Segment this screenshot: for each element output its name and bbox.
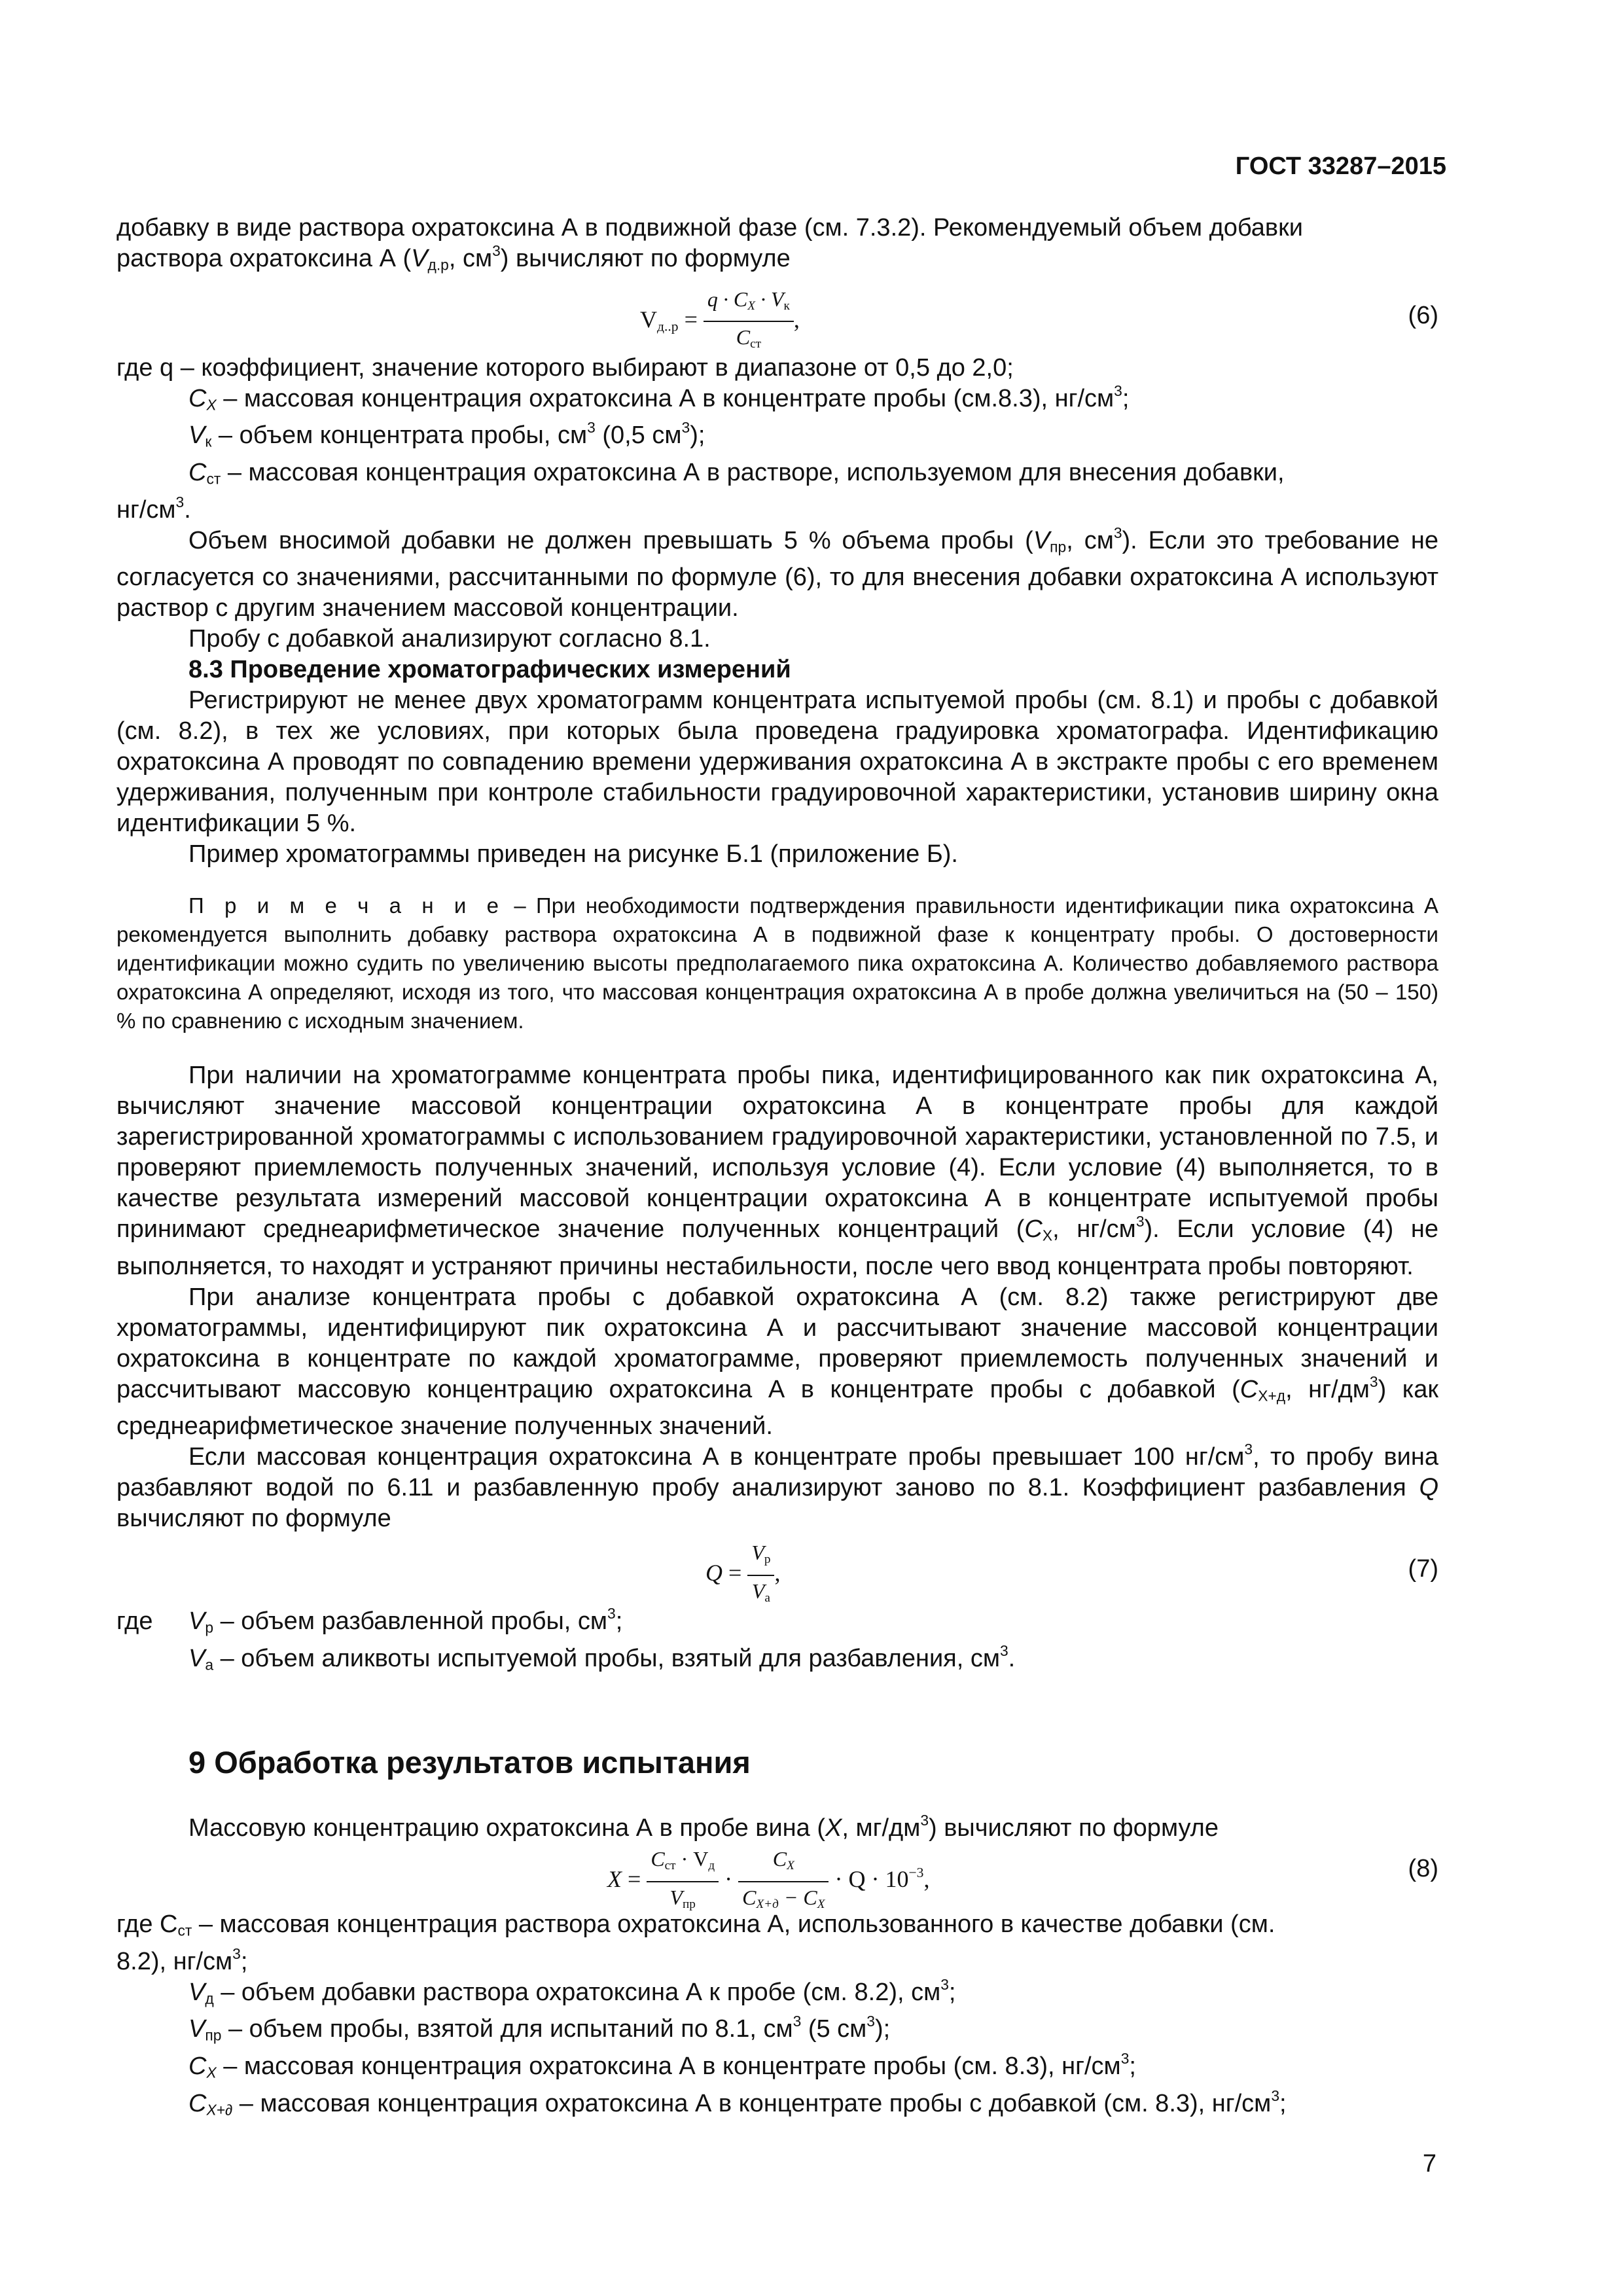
def-cst8-line2: 8.2), $нг/см^3$; <box>116 1945 248 1975</box>
para-peak: При наличии на хроматограмме концентрата пробы пика, идентифицированного как пик охратоксина А, вычисляют значение массовой концентрации охратоксина А в концентрате пробы для каждой зарегистрированной хроматограммы с использованием градуировочной характеристики, установленной по 7.5, и проверяют приемлемость полученных значений, используя условие (4). Если условие (4) выполняется, то в качестве результата измерений массовой концентрации охратоксина А в концентрате испытуемой пробы принимают среднеарифметическое значение полученных концентраций ($C_X$, $нг/см^3$). Если условие (4) не выполняется, то находят и устраняют причины нестабильности, после чего ввод концентрата пробы повторяют. <box>116 1062 1438 1280</box>
para-mass: Массовую концентрацию охратоксина А в пробе вина (X, $мг/дм^3$) вычисляют по формуле <box>188 1812 1219 1842</box>
equation-7 <box>116 1534 1438 1606</box>
formula-6: $V_{д..р}$ = $\frac{q \cdot C_X \cdot V_к}{C_{ст}}$ , <box>640 284 800 360</box>
intro-block <box>116 213 1438 870</box>
para-analyze: Пробу с добавкой анализируют согласно 8.1. <box>188 625 711 653</box>
formula-6-fraction: $\frac{q \cdot C_X \cdot V_к}{C_{ст}}$ <box>704 284 794 360</box>
equation-6-number: (6) <box>1408 301 1438 329</box>
section-8-3-heading: 8.3 Проведение хроматографических измерений <box>188 656 791 684</box>
intro-line1: добавку в виде раствора охратоксина А в подвижной фазе (см. 7.3.2). Рекомендуемый объем добавки <box>116 214 1303 242</box>
def-cx: $C_X$ – массовая концентрация охратоксина А в концентрате пробы (см.8.3), $нг/см^3$; <box>188 382 1130 414</box>
para-example: Пример хроматограммы приведен на рисунке Б.1 (приложение Б). <box>188 840 958 869</box>
document-header: ГОСТ 33287–2015 <box>1235 152 1446 180</box>
def-cst8: где $C_{ст}$ – массовая концентрация раствора охратоксина А, использованного в качестве добавки (см. <box>116 1910 1275 1939</box>
equation-6 <box>116 281 1438 353</box>
para-volume: Объем вносимой добавки не должен превышать 5 % объема пробы ($V_{пр}$, $см^3$). Если это требование не согласуется со значениями, рассчитанными по формуле (6), то для внесения добавки охратоксина А используют раствор с другим значением массовой концентрации. <box>116 524 1439 622</box>
def-cst: $C_{ст}$ – массовая концентрация охратоксина А в растворе, используемом для внесения добавки, <box>188 459 1285 488</box>
def-va: $V_а$ – объем аликвоты испытуемой пробы, взятый для разбавления, $см^3$. <box>188 1642 1016 1674</box>
section-9-heading: 9 Обработка результатов испытания <box>188 1745 751 1780</box>
definitions-6 <box>116 353 1438 526</box>
def-vk: $V_к$ – объем концентрата пробы, $см^3$ (0,5 $см^3$); <box>188 419 705 451</box>
formula-7: Q = $\frac{V_р}{V_а}$ , <box>705 1537 780 1613</box>
def-cst-unit: $нг/см^3$. <box>116 493 191 524</box>
para-register: Регистрируют не менее двух хроматограмм концентрата испытуемой пробы (см. 8.1) и пробы с добавкой (см. 8.2), в тех же условиях, при которых была проведена градуировка хроматографа. Идентификацию охратоксина А проводят по совпадению времени удерживания охратоксина А в экстракте пробы с его временем удерживания, полученным при контроле стабильности градуировочной характеристики, установив ширину окна идентификации 5 %. <box>116 687 1438 838</box>
formula-8-fraction-1: $\frac{C_{ст} \cdot V_д}{V_{пр}}$ <box>647 1844 719 1920</box>
formula-8-fraction-2: $\frac{C_X}{C_{X+д} - C_X}$ <box>738 1844 829 1920</box>
definitions-7 <box>116 1606 1438 1680</box>
def-cxd: $C_{X+\partial}$ – массовая концентрация охратоксина А в концентрате пробы с добавкой (см. 8.3), $нг/см^3$; <box>188 2087 1287 2119</box>
intro-line2: раствора охратоксина А ($V_{д.р}$, $см^3$) вычисляют по формуле <box>116 242 791 274</box>
def-vr: где $V_р$ – объем разбавленной пробы, $см^3$; <box>116 1605 623 1637</box>
formula-8: X = $\frac{C_{ст} \cdot V_д}{V_{пр}}$ · $\frac{C_X}{C_{X+д} - C_X}$ · $Q \cdot 10^{-3}$, <box>607 1844 929 1920</box>
def-vd: $V_д$ – объем добавки раствора охратоксина А к пробе (см. 8.2), $см^3$; <box>188 1975 956 2007</box>
para-spike: При анализе концентрата пробы с добавкой охратоксина А (см. 8.2) также регистрируют две хроматограммы, идентифицируют пик охратоксина А и рассчитывают значение массовой концентрации охратоксина в концентрате по каждой хроматограмме, проверяют приемлемость полученных значений и рассчитывают массовую концентрацию охратоксина А в концентрате пробы с добавкой ($C_{X+д}$, $нг/дм^3$) как среднеарифметическое значение полученных значений. <box>116 1283 1438 1441</box>
equation-8 <box>116 1844 1438 1909</box>
note-block <box>116 891 1438 1035</box>
def-cx8: $C_X$ – массовая концентрация охратоксина А в концентрате пробы (см. 8.3), $нг/см^3$; <box>188 2050 1136 2081</box>
para-dilute: Если массовая концентрация охратоксина А в концентрате пробы превышает 100 $нг/см^3$, то пробу вина разбавляют водой по 6.11 и разбавленную пробу анализируют заново по 8.1. Коэффициент разбавления Q вычисляют по формуле <box>116 1441 1438 1533</box>
equation-7-number: (7) <box>1408 1555 1438 1583</box>
results-block <box>116 1060 1438 1681</box>
def-vpr: $V_{пр}$ – объем пробы, взятой для испытаний по 8.1, $см^3$ (5 $см^3$); <box>188 2013 891 2045</box>
def-q: где q – коэффициент, значение которого выбирают в диапазоне от 0,5 до 2,0; <box>116 353 1014 382</box>
processing-block <box>116 1813 1438 2125</box>
definitions-8 <box>116 1909 1438 2125</box>
formula-7-fraction: $\frac{V_р}{V_а}$ <box>747 1537 774 1613</box>
equation-8-number: (8) <box>1408 1855 1438 1882</box>
note-text: П р и м е ч а н и е – При необходимости подтверждения правильности идентификации пика охратоксина А рекомендуется выполнить добавку раствора охратоксина А в подвижной фазе к концентрату пробы. О достоверности идентификации можно судить по увеличению высоты предполагаемого пика охратоксина А. Количество добавляемого раствора охратоксина А определяют, исходя из того, что массовая концентрация охратоксина А в пробе должна увеличиться на (50 – 150) % по сравнению с исходным значением. <box>116 893 1438 1033</box>
page-number: 7 <box>1422 2150 1436 2178</box>
